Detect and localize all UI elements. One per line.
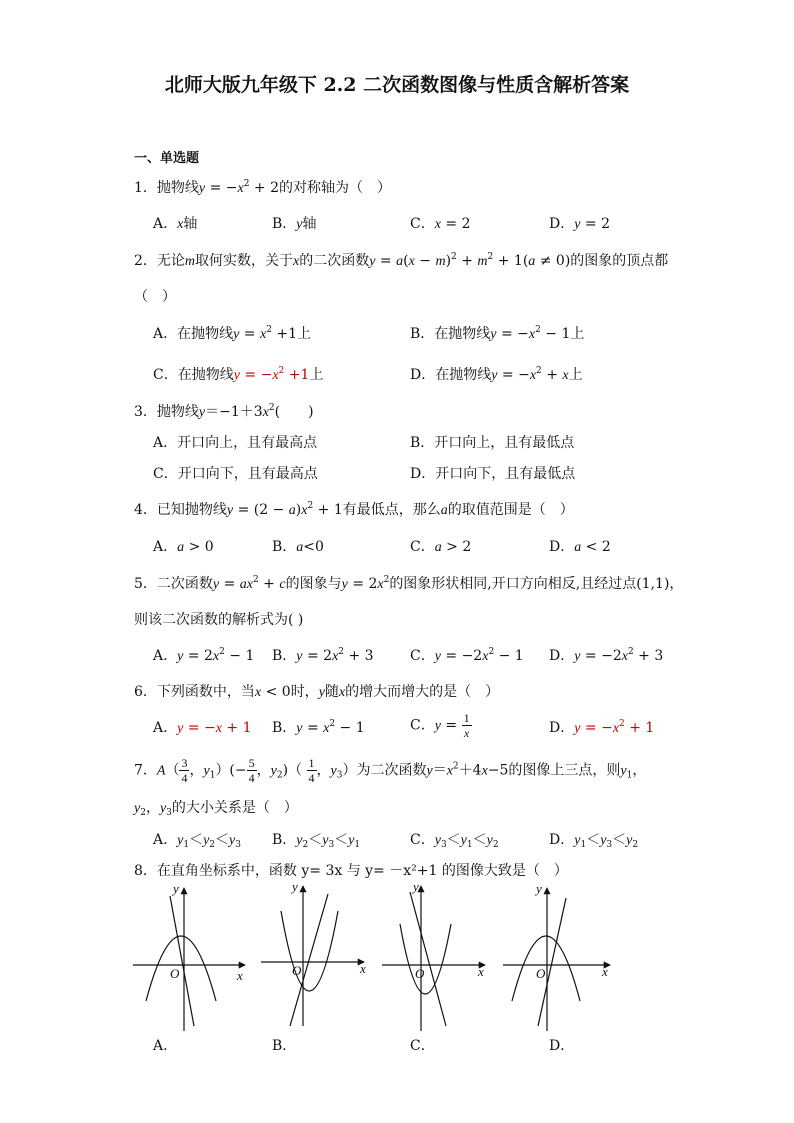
q3-option-b[interactable]: B．开口向上，且有最低点 <box>410 435 575 451</box>
question-1: 1．抛物线$y = -x^2 + 2$的对称轴为（ ） <box>134 179 392 196</box>
q7-option-c[interactable]: C．$y_3<y_1<y_2$ <box>410 832 499 850</box>
q5-option-b[interactable]: B．$y = 2x^2 + 3$ <box>272 647 374 664</box>
q3-option-c[interactable]: C．开口向下，且有最高点 <box>153 466 318 482</box>
question-7: 7．A（ $\frac{3}{4}$ ，$y_1)(-$ $\frac{5}{4}$ ，$y_2$)（ $\frac{1}{4}$ ，$y_3$）为二次函数$y=x^2+4x-5$的图像上三点，则$y_1$， <box>134 756 647 785</box>
q5-option-d[interactable]: D．$y = -2x^2 + 3$ <box>549 647 664 664</box>
graph-a <box>133 888 245 1031</box>
question-4: 4．已知抛物线$y = (2 - a)x^2 + 1$有最低点，那么a的取值范围是（ ） <box>134 501 574 518</box>
q8-option-d[interactable]: D． <box>549 1038 575 1054</box>
question-8: 8．在直角坐标系中，函数 y= 3x 与 y= －x²+1 的图像大致是（ ） <box>134 863 568 879</box>
question-6: 6．下列函数中，当x < 0时，y随x的增大而增大的是（ ） <box>134 684 500 700</box>
graph-d-y-label: y <box>536 881 542 896</box>
q5-line2: 则该二次函数的解析式为( ) <box>134 612 304 628</box>
graph-d-x-label: x <box>602 964 608 979</box>
q5-option-c[interactable]: C．$y = -2x^2 - 1$ <box>410 647 524 664</box>
question-2: 2．无论m取何实数，关于x的二次函数$y = a(x - m)^2 + m^2 + 1(a \ne 0)$的图象的顶点都 <box>134 252 669 269</box>
page-title: 北师大版九年级下 2.2 二次函数图像与性质含解析答案 <box>164 74 630 96</box>
q7-line2: $y_2$，$y_3$的大小关系是（ ） <box>134 800 298 818</box>
q7-option-d[interactable]: D．$y_1<y_3<y_2$ <box>549 832 639 850</box>
q5-option-a[interactable]: A．$y = 2x^2 - 1$ <box>153 647 255 664</box>
graph-c-origin: O <box>415 966 425 981</box>
q3-option-a[interactable]: A．开口向上，且有最高点 <box>153 435 318 451</box>
q2-option-b[interactable]: B．在抛物线$y = -x^2 - 1$上 <box>410 325 585 342</box>
graph-b-origin: O <box>292 963 302 978</box>
q1-option-b[interactable]: B．y轴 <box>272 216 317 232</box>
q1-option-c[interactable]: C．x = 2 <box>410 216 471 232</box>
graph-c <box>382 886 485 1031</box>
section-heading: 一、单选题 <box>134 151 200 166</box>
graph-a-y-label: y <box>173 881 179 896</box>
q8-option-c[interactable]: C． <box>410 1038 435 1054</box>
question-5: 5．二次函数$y = ax^2 + c$的图象与$y = 2x^2$的图象形状相同,开口方向相反,且经过点(1,1)， <box>134 575 684 592</box>
q2-option-c[interactable]: C．在抛物线$y = -x^2 +1$上 <box>153 366 324 383</box>
graph-b-y-label: y <box>292 879 298 894</box>
graph-a-x-label: x <box>237 968 243 983</box>
q2-paren: （ ） <box>134 289 176 305</box>
graph-d-origin: O <box>536 966 546 981</box>
q4-option-d[interactable]: D．a < 2 <box>549 539 611 555</box>
q2-option-a[interactable]: A．在抛物线$y = x^2 +1$上 <box>153 325 312 342</box>
q7-option-a[interactable]: A．$y_1<y_2<y_3$ <box>153 832 241 850</box>
q4-option-a[interactable]: A．a > 0 <box>153 539 214 555</box>
graph-b-x-label: x <box>360 961 366 976</box>
q6-option-c[interactable]: C．y = $\frac{1}{x}$ <box>410 711 470 740</box>
q1-option-a[interactable]: A．x轴 <box>153 216 198 232</box>
graph-d <box>503 888 610 1031</box>
q8-option-a[interactable]: A． <box>153 1038 178 1054</box>
q4-option-b[interactable]: B．a<0 <box>272 539 324 555</box>
q8-graphs <box>128 876 648 1036</box>
graph-a-origin: O <box>170 966 180 981</box>
q1-option-d[interactable]: D．y = 2 <box>549 216 610 232</box>
graph-c-x-label: x <box>478 964 484 979</box>
q6-option-a[interactable]: A．y = −x + 1 <box>153 720 252 736</box>
q4-option-c[interactable]: C．a > 2 <box>410 539 472 555</box>
q8-option-b[interactable]: B． <box>272 1038 297 1054</box>
q2-option-d[interactable]: D．在抛物线$y = -x^2 + x$上 <box>410 366 583 383</box>
graph-c-y-label: y <box>413 879 419 894</box>
q7-option-b[interactable]: B．$y_2<y_3<y_1$ <box>272 832 361 850</box>
q3-option-d[interactable]: D．开口向下，且有最低点 <box>410 466 576 482</box>
q6-option-d[interactable]: D．$y = -x^2 + 1$ <box>549 719 655 736</box>
q6-option-b[interactable]: B．$y = x^2 - 1$ <box>272 719 365 736</box>
question-3: 3．抛物线$y=-1+3x^2$( ) <box>134 403 314 420</box>
graph-b <box>261 886 364 1026</box>
